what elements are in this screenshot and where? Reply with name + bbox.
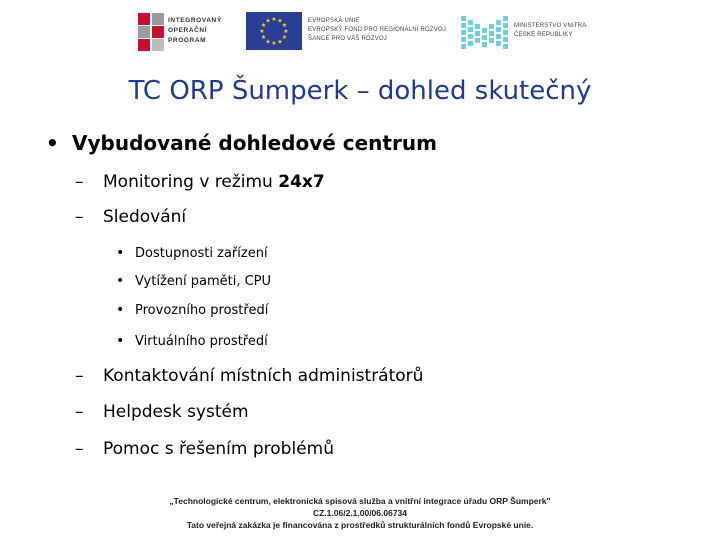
ministry-line-2: ČESKÉ REPUBLIKY bbox=[514, 32, 573, 38]
svg-text:★: ★ bbox=[260, 34, 267, 41]
sub-item-text: Vytížení paměti, CPU bbox=[135, 274, 272, 289]
svg-text:★: ★ bbox=[265, 17, 271, 25]
iop-squares-icon bbox=[138, 13, 164, 51]
footer-line-1: „Technologické centrum, elektronická spisová služba a vnitřní integrace úřadu ORP Šumperk" bbox=[169, 496, 551, 506]
sub-item bbox=[116, 245, 268, 261]
list-item bbox=[75, 366, 423, 386]
monitoring-item bbox=[75, 172, 325, 192]
svg-text:★: ★ bbox=[277, 38, 283, 46]
ministry-emblem-icon bbox=[460, 12, 510, 50]
sub-item bbox=[116, 273, 271, 289]
dash-bullet-icon: – bbox=[75, 172, 84, 192]
eu-line-2: EVROPSKÝ FOND PRO REGIONÁLNÍ ROZVOJ bbox=[308, 27, 447, 33]
list-item-text: Kontaktování místních administrátorů bbox=[103, 366, 424, 386]
sub-item bbox=[116, 302, 268, 318]
sub-item-text: Virtuálního prostředí bbox=[135, 334, 268, 349]
list-item bbox=[75, 402, 249, 422]
svg-text:★: ★ bbox=[259, 28, 265, 35]
bullet-icon: • bbox=[116, 333, 125, 349]
list-item-text: Helpdesk systém bbox=[103, 402, 249, 422]
dash-bullet-icon: – bbox=[75, 366, 84, 386]
slide-title: TC ORP Šumperk – dohled skutečný bbox=[128, 76, 592, 106]
footer bbox=[0, 495, 720, 531]
eu-flag-icon bbox=[246, 12, 302, 50]
eu-line-3: ŠANCE PRO VÁŠ ROZVOJ bbox=[308, 36, 388, 42]
svg-text:★: ★ bbox=[260, 22, 267, 29]
dash-bullet-icon: – bbox=[75, 439, 84, 459]
heading-item bbox=[46, 131, 437, 155]
monitoring-text: Monitoring v režimu bbox=[103, 172, 279, 192]
logo-bar bbox=[138, 10, 588, 54]
iop-line-1: INTEGROVANÝ bbox=[168, 17, 222, 24]
footer-line-3: Tato veřejná zakázka je financována z prostředků strukturálních fondů Evropské unie. bbox=[186, 520, 534, 530]
sub-item-text: Dostupnosti zařízení bbox=[135, 246, 268, 261]
dash-bullet-icon: – bbox=[75, 207, 84, 227]
sledovani-item bbox=[75, 207, 186, 227]
iop-logo bbox=[138, 10, 238, 54]
heading-text: Vybudované dohledové centrum bbox=[72, 131, 437, 155]
ministry-logo bbox=[460, 10, 590, 54]
list-item bbox=[75, 439, 334, 459]
iop-line-3: PROGRAM bbox=[168, 37, 207, 44]
eu-line-1: EVROPSKÁ UNIE bbox=[308, 18, 360, 24]
svg-text:★: ★ bbox=[283, 28, 289, 35]
eu-logo bbox=[246, 10, 446, 54]
svg-text:★: ★ bbox=[271, 40, 277, 47]
svg-text:★: ★ bbox=[277, 17, 283, 25]
svg-text:★: ★ bbox=[271, 16, 277, 23]
svg-text:★: ★ bbox=[281, 22, 288, 29]
bullet-icon: • bbox=[116, 302, 125, 318]
ministry-line-1: MINISTERSTVO VNITRA bbox=[514, 23, 587, 29]
dash-bullet-icon: – bbox=[75, 402, 84, 422]
sledovani-text: Sledování bbox=[103, 207, 187, 227]
bullet-icon: • bbox=[46, 131, 59, 155]
sub-item bbox=[116, 333, 268, 349]
monitoring-bold: 24x7 bbox=[278, 172, 325, 192]
list-item-text: Pomoc s řešením problémů bbox=[103, 439, 334, 459]
svg-text:★: ★ bbox=[265, 38, 271, 46]
bullet-icon: • bbox=[116, 273, 125, 289]
sub-item-text: Provozního prostředí bbox=[135, 303, 269, 318]
footer-line-2: CZ.1.06/2.1.00/06.06734 bbox=[312, 508, 408, 518]
iop-line-2: OPERAČNÍ bbox=[168, 27, 208, 34]
svg-text:★: ★ bbox=[281, 34, 288, 41]
bullet-icon: • bbox=[116, 245, 125, 261]
